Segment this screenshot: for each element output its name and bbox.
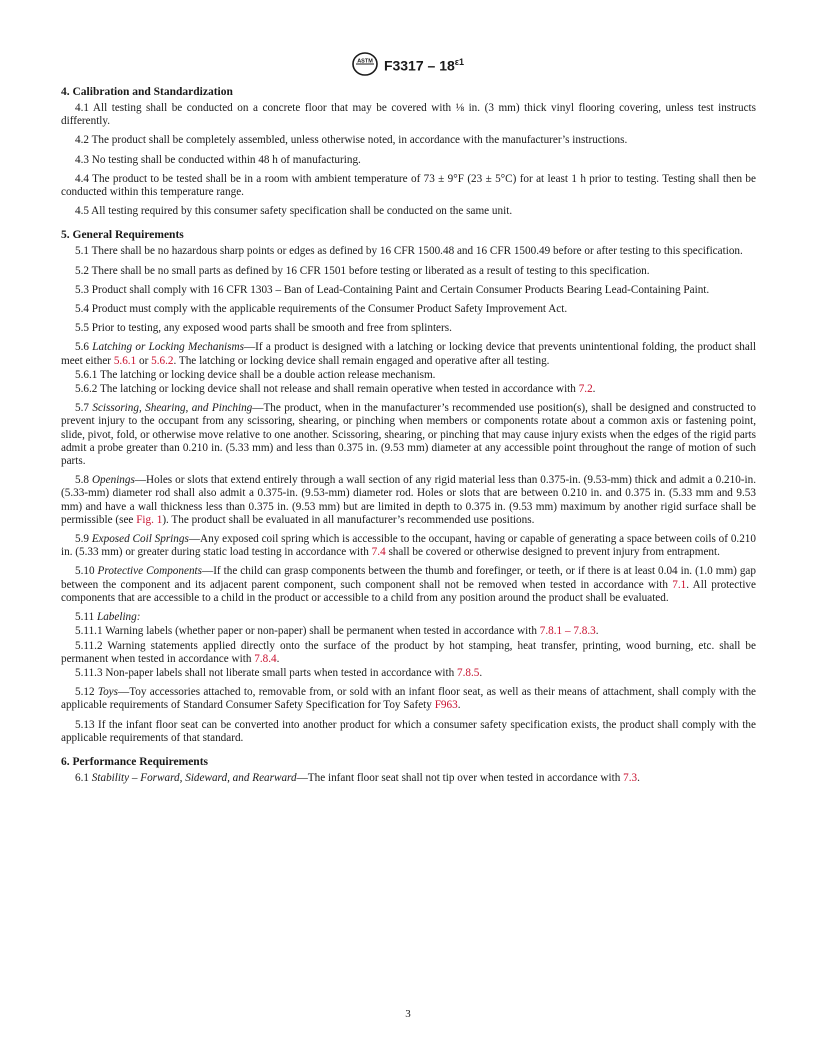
- text: .: [592, 383, 596, 396]
- paragraph-4-3: 4.3 No testing shall be conducted within 48 h of manufacturing.: [75, 153, 361, 166]
- paragraph-5-11-2: [61, 640, 756, 666]
- num: 5.9: [75, 533, 89, 546]
- paragraph-5-6: [61, 341, 756, 367]
- paragraph-5-7: [61, 402, 756, 468]
- text: or: [136, 354, 152, 367]
- num: 5.10: [75, 565, 95, 578]
- page-number: 3: [405, 1008, 411, 1020]
- subsection-title: Exposed Coil Springs: [91, 533, 189, 546]
- page-header: [0, 52, 816, 76]
- paragraph-5-9: [61, 533, 756, 559]
- paragraph-5-6-1: 5.6.1 The latching or locking device shall be a double action release mechanism.: [75, 368, 436, 381]
- paragraph-5-6-2: [61, 383, 756, 396]
- link-7-8-1-7-8-3[interactable]: 7.8.1 – 7.8.3: [539, 625, 596, 638]
- text: 5.6.2 The latching or locking device shall not release and shall remain operative when tested in accordance with: [75, 383, 579, 396]
- text: .: [637, 771, 640, 784]
- link-f963[interactable]: F963: [434, 699, 458, 712]
- paragraph-5-10: [61, 565, 756, 605]
- num: 5.6: [75, 341, 89, 354]
- text: ). The product shall be evaluated in all manufacturer’s recommended use positions.: [162, 513, 535, 526]
- section-6-heading: 6. Performance Requirements: [61, 755, 209, 768]
- link-5-6-1[interactable]: 5.6.1: [113, 354, 137, 367]
- num: 5.11: [75, 611, 95, 624]
- paragraph-5-11: [61, 611, 756, 624]
- subsection-title: Scissoring, Shearing, and Pinching: [92, 402, 253, 415]
- paragraph-5-3: 5.3 Product shall comply with 16 CFR 1303 – Ban of Lead-Containing Paint and Certain Consumer Products Bearing Lead-Containing Paint.: [75, 283, 710, 296]
- designation: [384, 56, 464, 73]
- paragraph-4-4: 4.4 The product to be tested shall be in a room with ambient temperature of 73 ± 9°F (23 ± 5°C) for at least 1 h prior to testing. Testing shall then be conducted within this temperature range.: [61, 172, 756, 199]
- logo-text: ASTM: [357, 58, 373, 65]
- link-7-3[interactable]: 7.3: [623, 771, 638, 784]
- text: 5.11.3 Non-paper labels shall not liberate small parts when tested in accordance with: [75, 666, 458, 679]
- paragraph-4-1: 4.1 All testing shall be conducted on a concrete floor that may be covered with ⅛ in. (3 mm) thick vinyl flooring covering, unless test instructs differently.: [61, 102, 756, 128]
- text: —Any exposed coil spring which is accessible to the occupant, having or capable of generating a space between coils of 0.210 in. (5.33 mm) or greater during static load testing in accordance with: [61, 533, 756, 559]
- link-7-8-5[interactable]: 7.8.5: [457, 666, 480, 679]
- text: . All protective components that are accessible to a child in the product or accessible to a child from any position around the product shall be evaluated.: [61, 578, 756, 604]
- num: 6.1: [75, 771, 89, 784]
- link-7-4[interactable]: 7.4: [371, 546, 386, 559]
- text: shall be covered or otherwise designed to prevent injury from entrapment.: [385, 546, 720, 559]
- text: —If the child can grasp components between the thumb and forefinger, or teeth, or if there is at least 0.04 in. (1.0 mm) gap between the component and its adjacent parent component, such component shall not be removed when tested in accordance with: [61, 565, 756, 591]
- text: —The product, when in the manufacturer’s recommended use position(s), shall be designed and constructed to prevent injury to the occupant from any scissoring, shearing, or pinching when members or components rotate about a common axis or fastening point, slide, pivot, fold, or otherwise move relative to one another. Scissoring, shearing, or pinching that may cause injury exists when the edges of the rigid parts admit a probe greater than 0.210 in. (5.33 mm) and less than 0.375 in. (9.53 mm) diameter at any accessible point throughout the range of motion of such parts.: [61, 402, 756, 468]
- text: .: [479, 666, 483, 679]
- subsection-title: Protective Components: [97, 565, 203, 578]
- link-5-6-2[interactable]: 5.6.2: [151, 354, 174, 367]
- link-7-1[interactable]: 7.1: [672, 578, 687, 591]
- text: 5.11.2 Warning statements applied directly onto the surface of the product by hot stamping, heat transfer, printing, wood burning, etc. shall be permanent when tested in accordance with: [61, 639, 756, 665]
- subsection-title: Latching or Locking Mechanisms: [92, 341, 244, 354]
- text: —Toy accessories attached to, removable from, or sold with an infant floor seat, as well as their means of attachment, shall comply with the applicable requirements of Standard Consumer Safety Specification for Toy Safety: [61, 686, 757, 712]
- designation-number: F3317 – 18: [383, 57, 455, 74]
- paragraph-5-11-1: [61, 625, 756, 638]
- num: 5.7: [75, 402, 89, 415]
- text: .: [595, 625, 599, 638]
- text: —If a product is designed with a latching or locking device that prevents unintentional folding, the product shall meet either: [61, 341, 757, 367]
- text: —Holes or slots that extend entirely through a wall section of any rigid material less than 0.375-in. (9.53-mm) thick and admit a 0.210-in. (5.33-mm) diameter rod shall also admit a 0.375-in. (9.53-mm) diameter rod. Holes or slots that are between 0.210 in. and 0.375 in. (5.33 mm and 9.53 mm) and have a wall thickness less than 0.375 in. (9.53 mm) but are limited in depth to 0.375 in. (9.53 mm) maximum by another rigid surface shall be permissible (see: [61, 474, 757, 526]
- link-7-2[interactable]: 7.2: [578, 383, 593, 396]
- paragraph-4-2: 4.2 The product shall be completely assembled, unless otherwise noted, in accordance with the manufacturer’s instructions.: [75, 134, 628, 147]
- section-5-heading: 5. General Requirements: [61, 229, 184, 242]
- paragraph-5-4: 5.4 Product must comply with the applicable requirements of the Consumer Product Safety Improvement Act.: [75, 303, 568, 316]
- astm-logo-icon: [352, 52, 378, 76]
- designation-superscript: ε1: [454, 56, 465, 67]
- paragraph-5-2: 5.2 There shall be no small parts as defined by 16 CFR 1501 before testing or liberated as a result of testing to this specification.: [75, 264, 650, 277]
- paragraph-5-8: [61, 474, 756, 527]
- main-content: [61, 85, 756, 791]
- text: 5.11.1 Warning labels (whether paper or non-paper) shall be permanent when tested in accordance with: [75, 625, 540, 638]
- subsection-title: Openings: [91, 474, 135, 487]
- paragraph-5-12: [61, 686, 756, 712]
- paragraph-6-1: [61, 772, 756, 785]
- paragraph-5-5: 5.5 Prior to testing, any exposed wood parts shall be smooth and free from splinters.: [75, 322, 452, 335]
- link-fig-1[interactable]: Fig. 1: [136, 513, 163, 526]
- text: —The infant floor seat shall not tip over when tested in accordance with: [296, 771, 624, 784]
- num: 5.8: [75, 474, 89, 487]
- subsection-title: Toys: [97, 686, 118, 699]
- num: 5.12: [75, 686, 95, 699]
- text: .: [276, 652, 280, 665]
- paragraph-4-5: 4.5 All testing required by this consumer safety specification shall be conducted on the same unit.: [75, 205, 513, 218]
- subsection-title: Stability – Forward, Sideward, and Rearward: [91, 771, 297, 784]
- text: . The latching or locking device shall remain engaged and operative after all testing.: [173, 354, 550, 367]
- link-7-8-4[interactable]: 7.8.4: [254, 652, 277, 665]
- paragraph-5-11-3: [61, 667, 756, 680]
- paragraph-5-1: 5.1 There shall be no hazardous sharp points or edges as defined by 16 CFR 1500.48 and 16 CFR 1500.49 before or after testing to this specification.: [75, 245, 743, 258]
- text: .: [457, 699, 461, 712]
- paragraph-5-13: 5.13 If the infant floor seat can be converted into another product for which a consumer safety specification exists, the product shall comply with the applicable requirements of that standard.: [61, 718, 756, 744]
- subsection-title: Labeling:: [96, 611, 141, 624]
- section-4-heading: 4. Calibration and Standardization: [61, 86, 233, 98]
